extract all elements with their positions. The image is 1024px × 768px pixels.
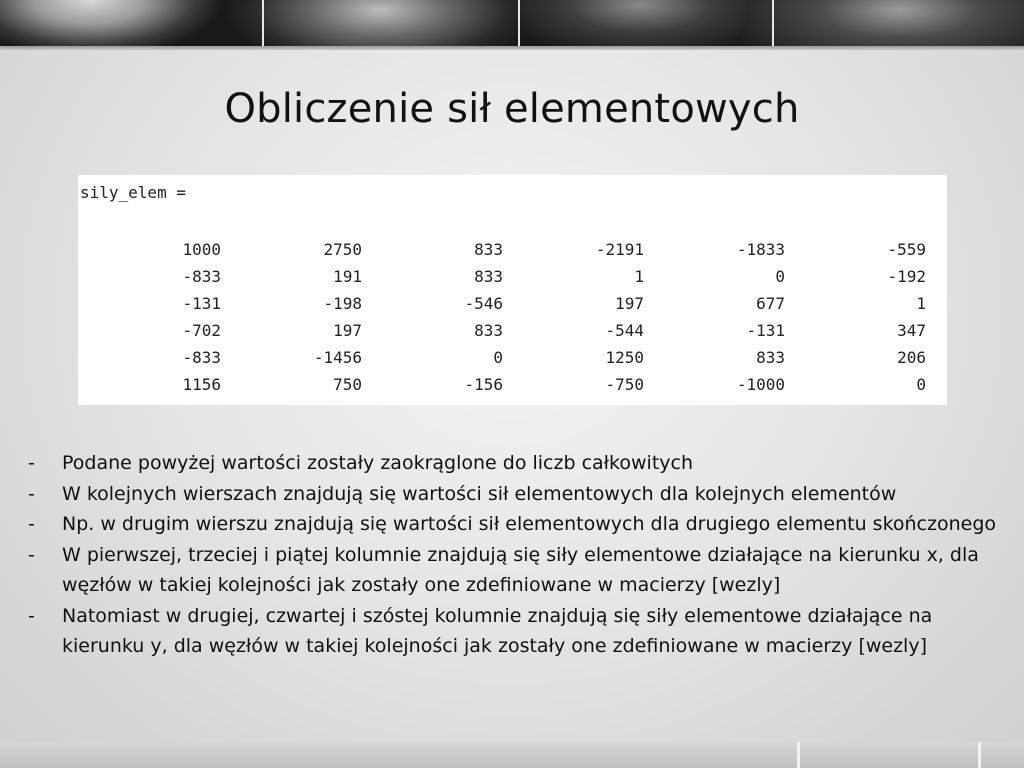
bullet-text: Podane powyżej wartości zostały zaokrąglone do liczb całkowitych [62,452,694,474]
matrix-cell: -559 [887,240,926,259]
matrix-cell: 833 [474,321,503,340]
bullet-marker: - [28,482,35,505]
matrix-cell: 1000 [182,240,221,259]
matrix-cell: -192 [887,267,926,286]
slide-title: Obliczenie sił elementowych [224,86,800,132]
footer-bar [0,742,1024,768]
matrix-cell: 197 [333,321,362,340]
bullet-item [28,601,1008,662]
matrix-row [78,236,926,263]
bullet-text: Natomiast w drugiej, czwartej i szóstej kolumnie znajdują się siły elementowe działające na kierunku y, dla węzłów w takiej kolejności jak zostały one zdefiniowane w macierzy [wezly] [62,604,933,657]
matrix-row [78,263,926,290]
matrix-cell: 1 [916,294,926,313]
bullet-item [28,448,1008,479]
matrix-row [78,317,926,344]
matrix-row [78,344,926,371]
matrix-cell: -702 [182,321,221,340]
bullet-list [28,448,1008,662]
footer-divider [797,742,800,768]
bullet-marker: - [28,543,35,566]
matrix-output-panel [78,175,947,405]
matrix-row [78,371,926,398]
matrix-cell: -131 [182,294,221,313]
matrix-cell: 833 [474,267,503,286]
matrix-cell: 833 [756,348,785,367]
bullet-text: W kolejnych wierszach znajdują się wartości sił elementowych dla kolejnych elementów [62,482,897,505]
header-rule [0,46,1024,50]
matrix-cell: 191 [333,267,362,286]
matrix-cell: -833 [182,267,221,286]
matrix-cell: 0 [493,348,503,367]
matrix-cell: 347 [897,321,926,340]
matrix-cell: -156 [464,375,503,394]
matrix-cell: -198 [323,294,362,313]
matrix-cell: 2750 [323,240,362,259]
bullet-marker: - [28,452,35,474]
bullet-marker: - [28,513,35,535]
banner-divider [518,0,520,46]
bullet-item [28,479,1008,510]
bullet-text: W pierwszej, trzeciej i piątej kolumnie znajdują się siły elementowe działające na kierunku x, dla węzłów w takiej kolejności jak zostały one zdefiniowane w macierzy [wezly] [62,543,979,596]
matrix-cell: -1000 [736,375,785,394]
bullet-item [28,509,1008,540]
header-photo-banner [0,0,1024,46]
bullet-text: Np. w drugim wierszu znajdują się wartości sił elementowych dla drugiego elementu skończonego [62,513,997,535]
matrix-cell: -833 [182,348,221,367]
bullet-marker: - [28,604,35,627]
matrix-cell: -1833 [736,240,785,259]
banner-divider [262,0,264,46]
matrix-row [78,290,926,317]
matrix-cell: 206 [897,348,926,367]
matrix-variable-label: sily_elem = [80,183,186,202]
matrix-cell: 1156 [182,375,221,394]
matrix-cell: -546 [464,294,503,313]
matrix-cell: 750 [333,375,362,394]
matrix-cell: 0 [775,267,785,286]
banner-divider [772,0,774,46]
matrix-cell: 1250 [605,348,644,367]
matrix-cell: -131 [746,321,785,340]
matrix-cell: -2191 [595,240,644,259]
matrix-cell: -544 [605,321,644,340]
matrix-cell: 0 [916,375,926,394]
matrix-cell: -750 [605,375,644,394]
matrix-cell: 197 [615,294,644,313]
matrix-cell: 1 [634,267,644,286]
matrix-cell: -1456 [313,348,362,367]
matrix-table [78,236,926,398]
bullet-item [28,540,1008,601]
matrix-cell: 677 [756,294,785,313]
footer-divider [978,742,981,768]
matrix-cell: 833 [474,240,503,259]
